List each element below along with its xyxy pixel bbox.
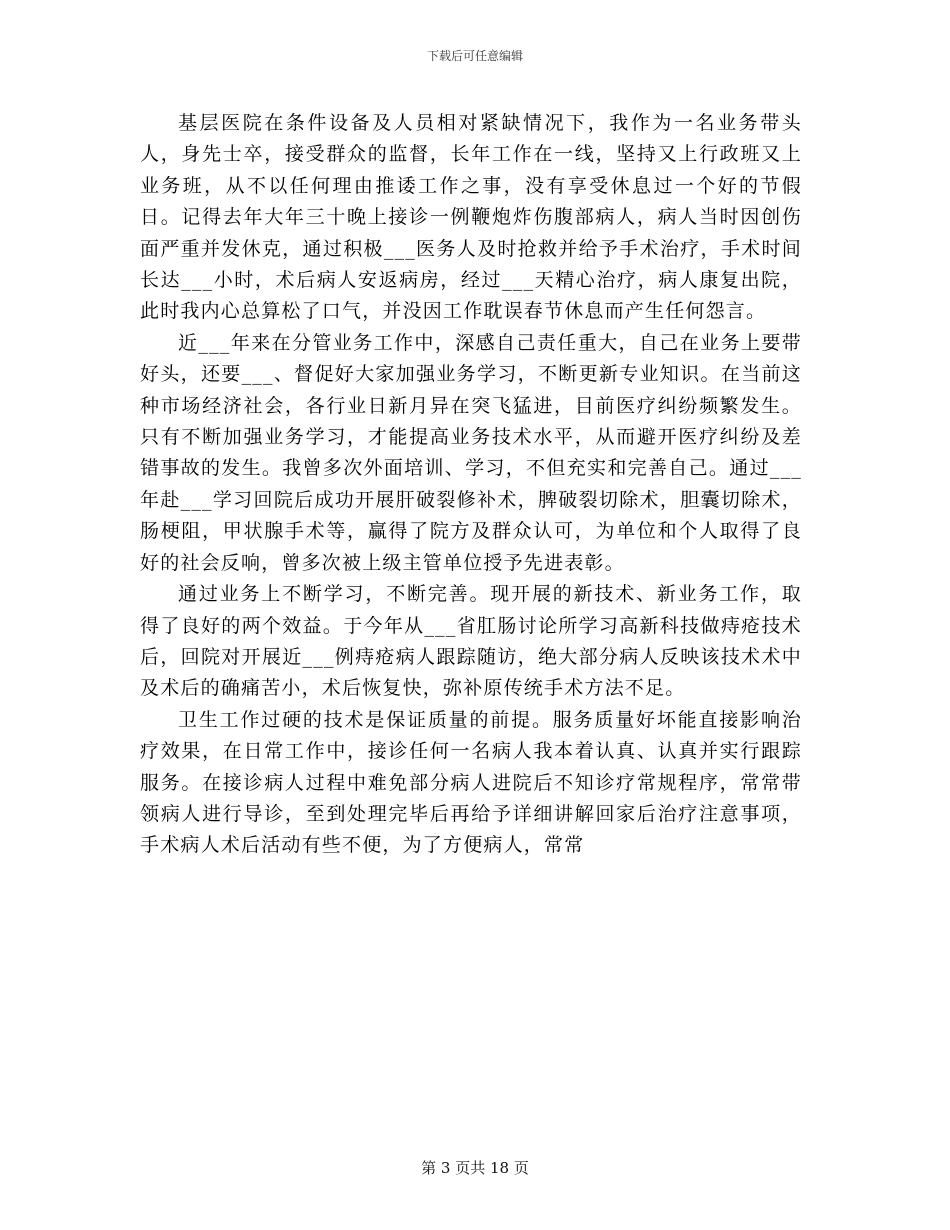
document-body xyxy=(140,108,802,862)
page-number: 第 3 页共 18 页 xyxy=(421,1159,529,1177)
page-header-note: 下载后可任意编辑 xyxy=(426,49,523,63)
paragraph-3: 通过业务上不断学习，不断完善。现开展的新技术、新业务工作，取得了良好的两个效益。于今年从___省肛肠讨论所学习高新科技做痔疮技术后，回院对开展近___例痔疮病人跟踪随访，绝大部分病人反映该技术术中及术后的确痛苦小，术后恢复快，弥补原传统手术方法不足。 xyxy=(140,583,802,700)
paragraph-1: 基层医院在条件设备及人员相对紧缺情况下，我作为一名业务带头人，身先士卒，接受群众的监督，长年工作在一线，坚持又上行政班又上业务班，从不以任何理由推诿工作之事，没有享受休息过一个好的节假日。记得去年大年三十晚上接诊一例鞭炮炸伤腹部病人，病人当时因创伤面严重并发休克，通过积极___医务人及时抢救并给予手术治疗，手术时间长达___小时，术后病人安返病房，经过___天精心治疗，病人康复出院，此时我内心总算松了口气，并没因工作耽误春节休息而产生任何怨言。 xyxy=(140,112,802,323)
paragraph-4: 卫生工作过硬的技术是保证质量的前提。服务质量好坏能直接影响治疗效果，在日常工作中，接诊任何一名病人我本着认真、认真并实行跟踪服务。在接诊病人过程中难免部分病人进院后不知诊疗常规程序，常常带领病人进行导诊，至到处理完毕后再给予详细讲解回家后治疗注意事项，手术病人术后活动有些不便，为了方便病人，常常 xyxy=(140,708,802,857)
paragraph-2: 近___年来在分管业务工作中，深感自己责任重大，自己在业务上要带好头，还要___、督促好大家加强业务学习，不断更新专业知识。在当前这种市场经济社会，各行业日新月异在突飞猛进，目前医疗纠纷频繁发生。只有不断加强业务学习，才能提高业务技术水平，从而避开医疗纠纷及差错事故的发生。我曾多次外面培训、学习，不但充实和完善自己。通过___年赴___学习回院后成功开展肝破裂修补术，脾破裂切除术，胆囊切除术，肠梗阻，甲状腺手术等，赢得了院方及群众认可，为单位和个人取得了良好的社会反响，曾多次被上级主管单位授予先进表彰。 xyxy=(140,331,802,574)
